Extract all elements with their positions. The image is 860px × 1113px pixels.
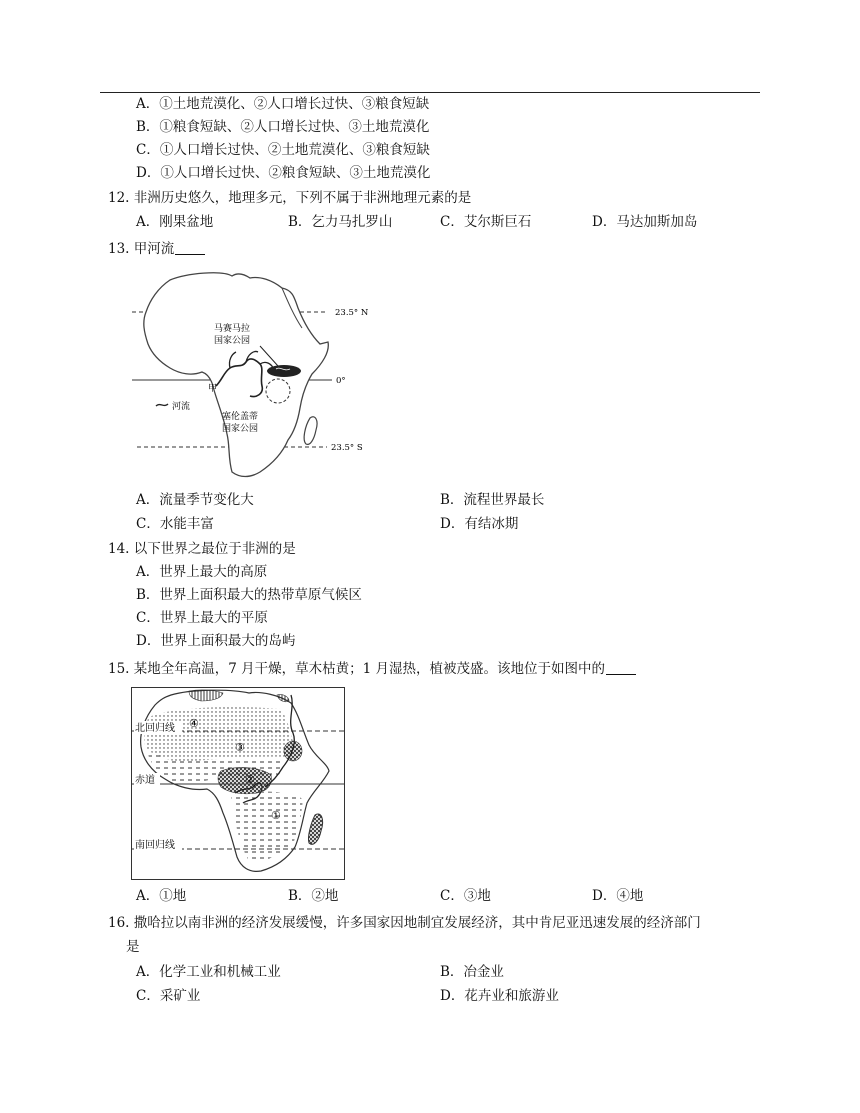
q13-option-c[interactable]: C．水能丰富: [136, 516, 214, 532]
q15-option-d[interactable]: D．④地: [592, 888, 644, 904]
q11-option-a[interactable]: A．①土地荒漠化、②人口增长过快、③粮食短缺: [136, 96, 430, 112]
q16-stem-line2: 是: [126, 939, 140, 955]
marker-1: ①: [271, 809, 281, 822]
header-rule: [100, 92, 760, 93]
equator-label-2: 赤道: [135, 775, 155, 786]
q11-option-c[interactable]: C．①人口增长过快、②土地荒漠化、③粮食短缺: [136, 142, 430, 158]
q15-option-a[interactable]: A．①地: [136, 888, 187, 904]
lat-north-label: 23.5° N: [335, 308, 369, 318]
q15-stem: [108, 660, 636, 678]
equator-label: 0°: [336, 376, 346, 386]
q15-option-c[interactable]: C．③地: [440, 888, 491, 904]
q12-option-c[interactable]: C．艾尔斯巨石: [440, 214, 532, 230]
masai-mara-marker: [267, 365, 301, 377]
q13-stem-text: 13. 甲河流: [108, 241, 175, 257]
q16-stem-line1: 16. 撒哈拉以南非洲的经济发展缓慢，许多国家因地制宜发展经济，其中肯尼亚迅速发展的经济部门: [108, 915, 701, 931]
q11-option-b[interactable]: B．①粮食短缺、②人口增长过快、③土地荒漠化: [136, 119, 430, 135]
q14-option-d[interactable]: D．世界上面积最大的岛屿: [136, 633, 296, 649]
q13-option-a[interactable]: A．流量季节变化大: [136, 492, 254, 508]
region-highland: [284, 741, 302, 761]
q14-option-b[interactable]: B．世界上面积最大的热带草原气候区: [136, 587, 362, 603]
q16-option-b[interactable]: B．冶金业: [440, 964, 504, 980]
region-desert: [144, 707, 293, 761]
africa-outline: [144, 273, 328, 477]
q15-option-b[interactable]: B．②地: [288, 888, 339, 904]
q14-option-c[interactable]: C．世界上最大的平原: [136, 610, 268, 626]
park1b-label: 国家公园: [214, 336, 251, 346]
q14-stem: 14. 以下世界之最位于非洲的是: [108, 541, 296, 557]
marker-4: ④: [189, 717, 199, 730]
q12-option-a[interactable]: A．刚果盆地: [136, 214, 214, 230]
legend-river-label: 河流: [172, 402, 191, 412]
africa-map-rivers: [132, 268, 372, 484]
park2b-label: 国家公园: [222, 424, 259, 434]
q13-option-b[interactable]: B．流程世界最长: [440, 492, 545, 508]
q13-stem: [108, 240, 205, 258]
park1-label: 马赛马拉: [214, 324, 251, 334]
q13-option-d[interactable]: D．有结冰期: [440, 516, 519, 532]
q11-option-d[interactable]: D．①人口增长过快、②粮食短缺、③土地荒漠化: [136, 165, 431, 181]
q12-stem: 12. 非洲历史悠久，地理多元，下列不属于非洲地理元素的是: [108, 190, 472, 206]
madagascar-shape: [304, 417, 317, 445]
q16-option-d[interactable]: D．花卉业和旅游业: [440, 988, 559, 1004]
africa-climate-map: [131, 687, 345, 880]
marker-2: ②: [245, 773, 255, 786]
park2-label: 塞伦盖蒂: [222, 412, 259, 422]
tropic-n-label: 北回归线: [135, 723, 175, 734]
tropic-s-label: 南回归线: [135, 840, 175, 851]
q12-option-b[interactable]: B．乞力马扎罗山: [288, 214, 393, 230]
marker-3: ③: [235, 741, 245, 754]
river-jia-label: 甲: [208, 384, 218, 394]
q14-option-a[interactable]: A．世界上最大的高原: [136, 564, 268, 580]
lat-south-label: 23.5° S: [331, 443, 363, 453]
legend-river-icon: [156, 404, 168, 406]
answer-blank: [606, 661, 636, 675]
q15-stem-text: 15. 某地全年高温，7 月干燥，草木枯黄；1 月湿热，植被茂盛。该地位于如图中的: [108, 661, 606, 677]
answer-blank: [175, 241, 205, 255]
q16-option-a[interactable]: A．化学工业和机械工业: [136, 964, 281, 980]
q12-option-d[interactable]: D．马达加斯加岛: [592, 214, 698, 230]
q16-option-c[interactable]: C．采矿业: [136, 988, 201, 1004]
